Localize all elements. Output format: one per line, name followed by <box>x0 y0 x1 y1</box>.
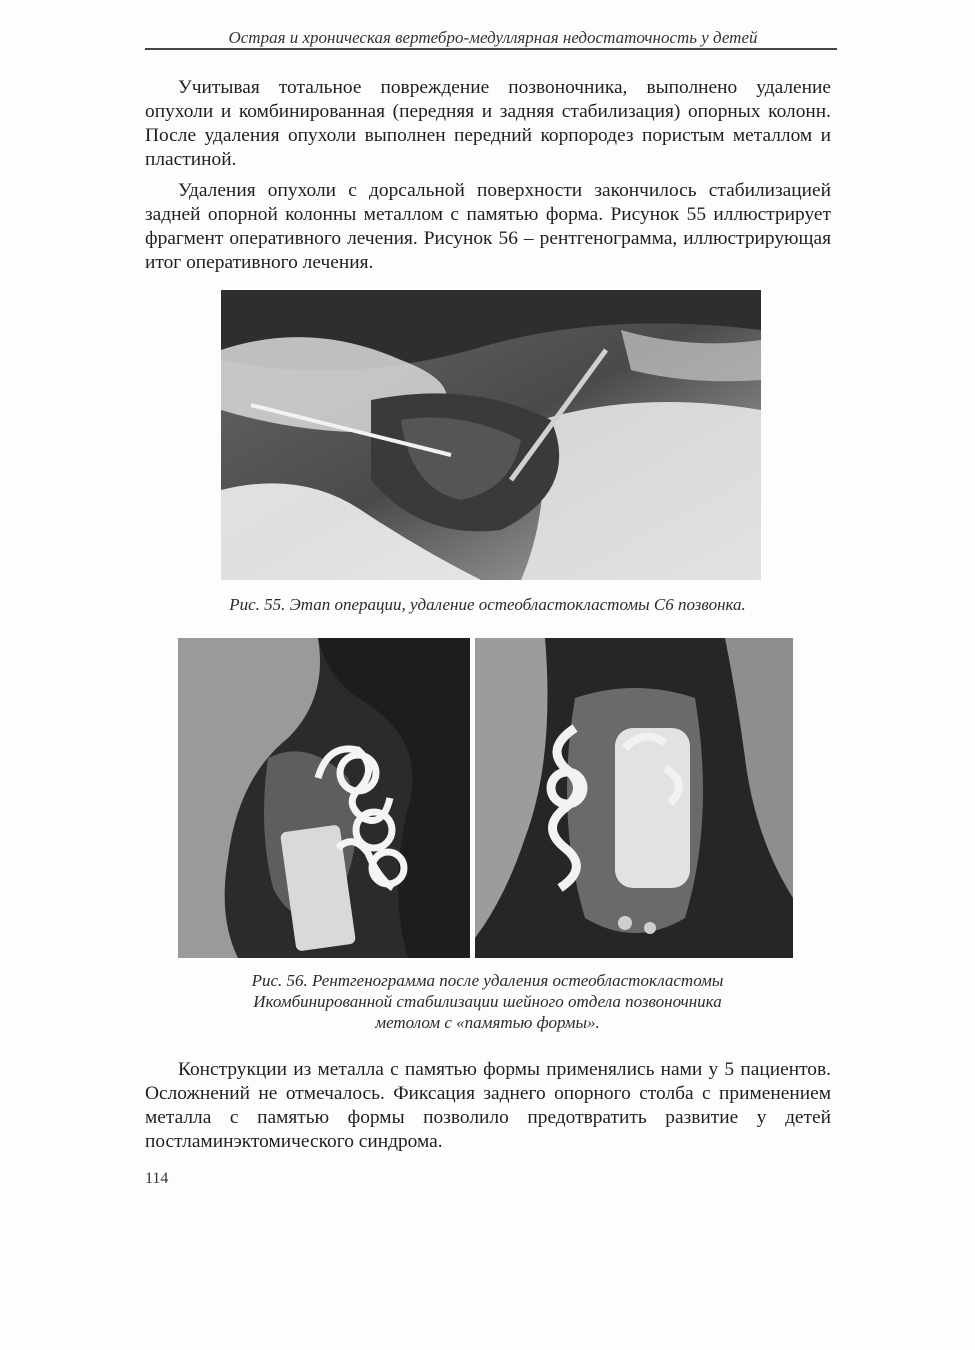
figure-56-caption-line-3: метолом с «памятью формы». <box>375 1013 600 1032</box>
header-rule <box>145 48 837 50</box>
figure-56-xray-frontal <box>475 638 793 958</box>
paragraph-1: Учитывая тотальное повреждение позвоночника, выполнено удаление опухоли и комбинированная (передняя и задняя стабилизация) опорных колонн. После удаления опухоли выполнен передний корпородез пористым металлом и пластиной. <box>145 77 831 170</box>
paragraph-3: Конструкции из металла с памятью формы применялись нами у 5 пациентов. Осложнений не отмечалось. Фиксация заднего опорного столба с применением металла с памятью формы позволило предотвратить развитие у детей постламинэктомического синдрома. <box>145 1059 831 1152</box>
xray-lateral-image <box>178 638 470 958</box>
figure-56-caption <box>150 970 825 1033</box>
paragraph-2: Удаления опухоли с дорсальной поверхности закончилось стабилизацией задней опорной колонны металлом с памятью форма. Рисунок 55 иллюстрирует фрагмент оперативного лечения. Рисунок 56 – рентгенограмма, иллюстрирующая итог оперативного лечения. <box>145 180 831 273</box>
figure-56-caption-line-1: Рис. 56. Рентгенограмма после удаления остеобластокластомы <box>251 971 724 990</box>
figure-55-surgery-photo <box>221 290 761 580</box>
figure-56-caption-line-2: Икомбинированной стабилизации шейного отдела позвоночника <box>253 992 722 1011</box>
figure-56-xray-lateral <box>178 638 470 958</box>
xray-frontal-image <box>475 638 793 958</box>
surgery-photo-image <box>221 290 761 580</box>
running-title: Острая и хроническая вертебро-медуллярная недостаточность у детей <box>228 28 758 47</box>
page-number: 114 <box>145 1170 169 1187</box>
figure-55-caption: Рис. 55. Этап операции, удаление остеобластокластомы С6 позвонка. <box>229 595 746 614</box>
